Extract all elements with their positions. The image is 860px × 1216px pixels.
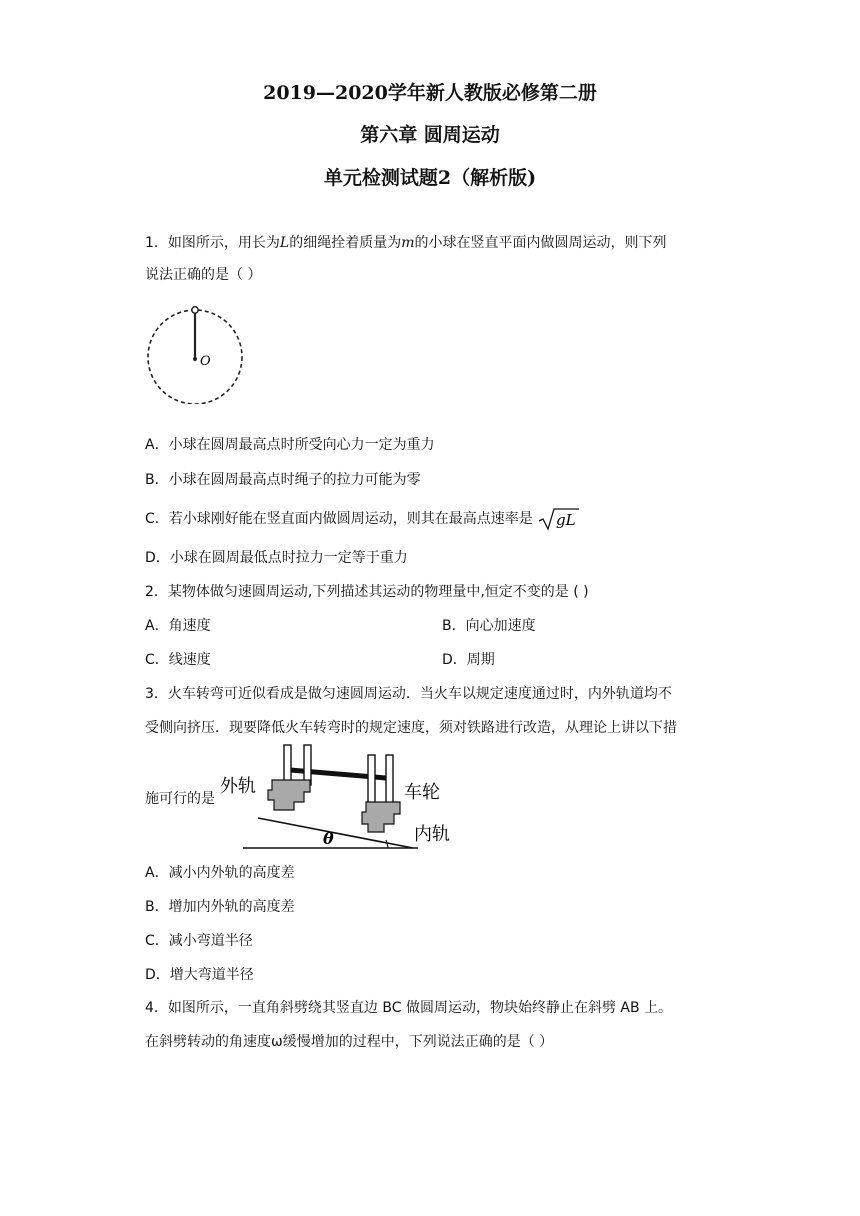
left-wheel-post <box>284 745 291 785</box>
left-wheel-post2 <box>304 745 311 785</box>
label-inner-rail: 内轨 <box>414 824 450 845</box>
q3-option-c: C．减小弯道半径 <box>145 933 253 949</box>
q1-stem-line1 <box>145 232 667 252</box>
sqrt-content: gL <box>556 511 576 529</box>
q1-stem-pre: 1．如图所示，用长为 <box>145 235 280 251</box>
q3-stem-line3: 施可行的是 <box>145 791 215 807</box>
q3-stem-line1: 3．火车转弯可近似看成是做匀速圆周运动．当火车以规定速度通过时，内外轨道均不 <box>145 686 672 702</box>
q3-option-b: B．增加内外轨的高度差 <box>145 899 295 915</box>
q3-option-d: D．增大弯道半径 <box>145 967 254 983</box>
center-point <box>193 357 197 361</box>
sqrt-icon <box>537 506 581 532</box>
q4-stem-line1: 4．如图所示，一直角斜劈绕其竖直边 BC 做圆周运动，物块始终静止在斜劈 AB 上。 <box>145 1000 673 1016</box>
q2-option-a: A．角速度 <box>145 618 211 634</box>
center-label-o: O <box>200 354 211 369</box>
right-wheel-post <box>368 755 375 803</box>
q2-option-b: B．向心加速度 <box>442 618 536 634</box>
q1-option-d: D．小球在圆周最低点时拉力一定等于重力 <box>145 550 408 566</box>
q2-option-d: D．周期 <box>442 652 495 668</box>
doc-title-line1: 2019—2020学年新人教版必修第二册 <box>263 82 597 104</box>
q1-option-b: B．小球在圆周最高点时绳子的拉力可能为零 <box>145 472 421 488</box>
label-outer-rail: 外轨 <box>220 776 256 797</box>
inner-rail-wheel-icon <box>362 802 400 832</box>
q1-option-a: A．小球在圆周最高点时所受向心力一定为重力 <box>145 437 435 453</box>
q1-stem-line2: 说法正确的是（ ） <box>145 267 262 283</box>
q1-var-m: m <box>401 235 415 251</box>
q1-option-c <box>145 506 581 532</box>
q2-stem: 2．某物体做匀速圆周运动,下列描述其运动的物理量中,恒定不变的是 ( ) <box>145 584 589 600</box>
q3-option-a: A．减小内外轨的高度差 <box>145 865 295 881</box>
q1-var-L: L <box>279 235 290 251</box>
q1-circle-figure <box>140 302 250 404</box>
angle-arc <box>386 840 388 848</box>
outer-rail-wheel-icon <box>268 780 310 810</box>
q2-option-c: C．线速度 <box>145 652 211 668</box>
right-wheel-post2 <box>386 755 393 803</box>
q4-stem-line2: 在斜劈转动的角速度ω缓慢增加的过程中，下列说法正确的是（ ） <box>145 1034 554 1050</box>
q3-rail-figure <box>218 740 458 852</box>
q1-stem-mid: 的细绳拴着质量为 <box>289 235 402 251</box>
label-theta: θ <box>323 829 334 848</box>
sqrt-formula <box>537 506 581 532</box>
doc-title-line3: 单元检测试题2（解析版) <box>323 167 537 189</box>
ball-icon <box>192 307 198 313</box>
q1-option-c-text: C．若小球刚好能在竖直面内做圆周运动，则其在最高点速率是 <box>145 511 533 527</box>
q1-stem-post: 的小球在竖直平面内做圆周运动，则下列 <box>414 235 667 251</box>
label-wheel: 车轮 <box>404 782 440 803</box>
doc-title-line2: 第六章 圆周运动 <box>360 124 500 146</box>
q3-stem-line2: 受侧向挤压．现要降低火车转弯时的规定速度，须对铁路进行改造，从理论上讲以下措 <box>145 720 677 736</box>
